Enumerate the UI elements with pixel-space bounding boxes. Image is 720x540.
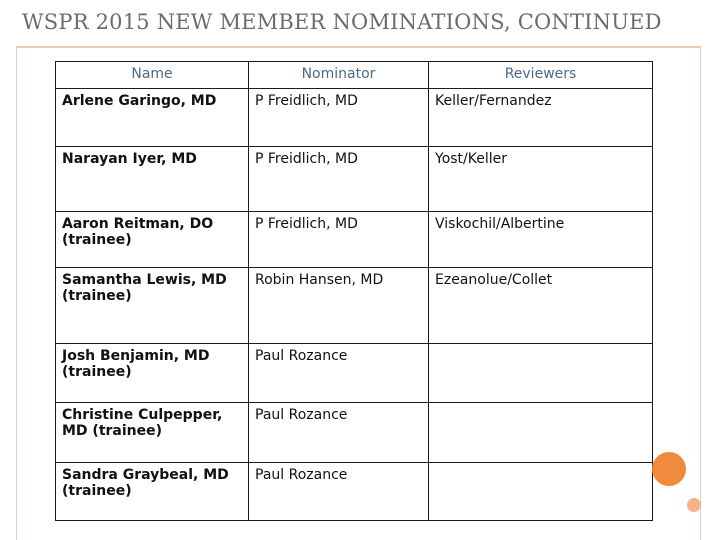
nominator: Paul Rozance	[249, 344, 429, 403]
nominee-name: Josh Benjamin, MD (trainee)	[56, 344, 249, 403]
nominator: P Freidlich, MD	[249, 212, 429, 268]
table-row	[56, 212, 653, 268]
reviewers	[429, 463, 653, 521]
table-row	[56, 89, 653, 147]
nominee-name: Arlene Garingo, MD	[56, 89, 249, 147]
reviewers: Yost/Keller	[429, 147, 653, 212]
header-nominator: Nominator	[249, 62, 429, 89]
reviewers: Viskochil/Albertine	[429, 212, 653, 268]
header-reviewers: Reviewers	[429, 62, 653, 89]
table-row	[56, 268, 653, 344]
nominee-name: Narayan Iyer, MD	[56, 147, 249, 212]
right-frame-line	[700, 46, 701, 540]
nominee-name: Aaron Reitman, DO (trainee)	[56, 212, 249, 268]
reviewers	[429, 403, 653, 463]
nominee-name: Christine Culpepper, MD (trainee)	[56, 403, 249, 463]
nominator: P Freidlich, MD	[249, 147, 429, 212]
title-underline	[16, 46, 700, 48]
table-row	[56, 403, 653, 463]
header-name: Name	[56, 62, 249, 89]
reviewers: Keller/Fernandez	[429, 89, 653, 147]
nominee-name: Sandra Graybeal, MD (trainee)	[56, 463, 249, 521]
table-header-row	[56, 62, 653, 89]
table-row	[56, 463, 653, 521]
left-frame-line	[16, 46, 17, 540]
nominator: Paul Rozance	[249, 463, 429, 521]
nominator: Robin Hansen, MD	[249, 268, 429, 344]
decorative-dot	[687, 498, 701, 512]
nominator: Paul Rozance	[249, 403, 429, 463]
slide-title: WSPR 2015 NEW MEMBER NOMINATIONS, CONTINUED	[22, 10, 662, 34]
nominee-name: Samantha Lewis, MD (trainee)	[56, 268, 249, 344]
table-row	[56, 147, 653, 212]
table-row	[56, 344, 653, 403]
reviewers: Ezeanolue/Collet	[429, 268, 653, 344]
reviewers	[429, 344, 653, 403]
nominations-table	[55, 61, 653, 521]
decorative-circle	[652, 452, 686, 486]
nominator: P Freidlich, MD	[249, 89, 429, 147]
